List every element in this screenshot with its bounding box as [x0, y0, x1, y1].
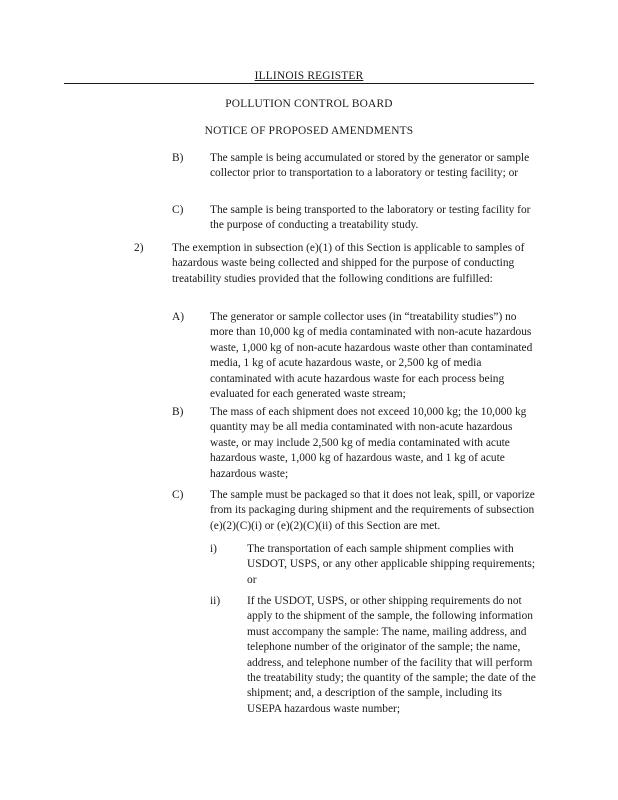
- item-i-text: The transportation of each sample shipment complies with USDOT, USPS, or any other applicable shipping requirements; or: [247, 543, 535, 586]
- item-ii-text: If the USDOT, USPS, or other shipping requirements do not apply to the shipment of the sample, the following information must accompany the sample: The name, mailing address, and telephone number of the originator of the sample; the name, address, and telephone number of the facility that will perform the treatability study; the quantity of the sample; the date of the shipment; and, a description of the sample, including its USEPA hazardous waste number;: [247, 595, 536, 715]
- item-b1-text: The sample is being accumulated or stored by the generator or sample collector prior to transportation to a laboratory or testing facility; or: [210, 152, 530, 180]
- notice-heading: NOTICE OF PROPOSED AMENDMENTS: [204, 125, 414, 137]
- item-c1-text: The sample is being transported to the laboratory or testing facility for the purpose of conducting a treatability study.: [210, 204, 531, 232]
- item-b2-text: The mass of each shipment does not exceed 10,000 kg; the 10,000 kg quantity may be all media contaminated with non-acute hazardous waste, or may include 2,500 kg of media contaminated with acute hazardous waste, 1,000 kg of hazardous waste, and 1 kg of acute hazardous waste;: [210, 406, 527, 480]
- board-name: POLLUTION CONTROL BOARD: [225, 98, 393, 110]
- register-title-text: ILLINOIS REGISTER: [254, 70, 364, 82]
- item-c2-text: The sample must be packaged so that it does not leak, spill, or vaporize from its packaging during shipment and the requirements of subsection (e)(2)(C)(i) or (e)(2)(C)(ii) of this Section are met.: [210, 489, 535, 532]
- item-b1-label: B): [172, 152, 184, 164]
- item-ii-label: ii): [210, 595, 221, 607]
- item-c2-label: C): [172, 489, 184, 501]
- item-a-text: The generator or sample collector uses (in “treatability studies”) no more than 10,000 kg of media contaminated with non-acute hazardous waste, 1,000 kg of non-acute hazardous waste other than contaminated media, 1 kg of acute hazardous waste, or 2,500 kg of media contaminated with acute hazardous waste for each process being evaluated for each generated waste stream;: [210, 311, 533, 401]
- item-2-label: 2): [134, 242, 144, 254]
- item-b2-label: B): [172, 406, 184, 418]
- item-2-text: The exemption in subsection (e)(1) of this Section is applicable to samples of hazardous waste being collected and shipped for the purpose of conducting treatability studies provided that the following conditions are fulfilled:: [172, 242, 525, 285]
- item-i-label: i): [210, 543, 217, 555]
- item-a-label: A): [172, 311, 185, 323]
- header-rule: [64, 83, 534, 84]
- item-c1-label: C): [172, 204, 184, 216]
